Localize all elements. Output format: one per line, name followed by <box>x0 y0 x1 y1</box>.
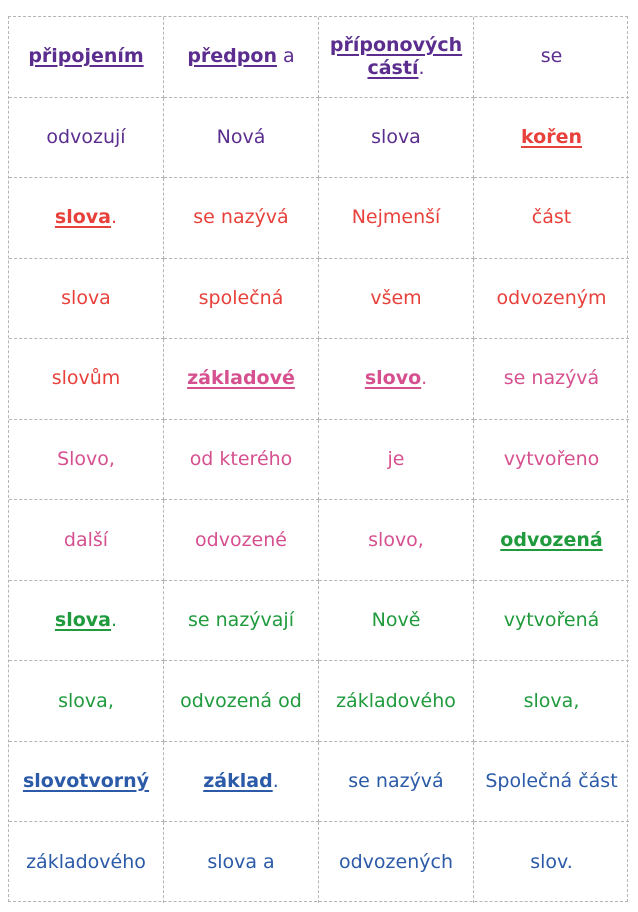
word-card <box>474 742 629 823</box>
word-card <box>9 98 164 179</box>
word-card-plain-text: slovo, <box>368 528 424 551</box>
word-card <box>474 259 629 340</box>
word-card-text <box>217 126 266 149</box>
word-card-text <box>61 287 111 310</box>
word-card <box>9 420 164 501</box>
word-card <box>164 581 319 662</box>
word-card-text <box>203 770 279 793</box>
word-card <box>319 98 474 179</box>
word-card <box>474 98 629 179</box>
word-card-plain-text: . <box>111 609 118 632</box>
word-card-text <box>336 690 456 713</box>
word-card-key-term: odvozená <box>500 528 603 551</box>
word-card-text <box>180 690 302 713</box>
word-card <box>9 661 164 742</box>
word-card <box>319 500 474 581</box>
word-card-text <box>330 34 462 80</box>
word-card-text <box>187 45 294 68</box>
word-card <box>9 742 164 823</box>
word-card-plain-text: odvozeným <box>496 286 607 309</box>
word-card-plain-text: odvozené <box>195 528 287 551</box>
word-card-key-term: základ <box>203 770 273 793</box>
word-card-plain-text: slova, <box>523 689 580 712</box>
word-card-text <box>23 770 149 793</box>
word-card-text <box>28 45 143 68</box>
word-card <box>9 581 164 662</box>
word-card <box>474 822 629 903</box>
word-card-text <box>485 770 617 793</box>
word-card <box>474 420 629 501</box>
word-card <box>474 178 629 259</box>
word-card-text <box>199 287 284 310</box>
word-card <box>319 17 474 98</box>
word-card-text <box>365 367 427 390</box>
word-card-plain-text: se nazývá <box>193 206 289 229</box>
word-card <box>474 661 629 742</box>
word-card <box>474 17 629 98</box>
word-card-sheet <box>8 16 628 902</box>
word-card-text <box>496 287 606 310</box>
word-card-plain-text: Slovo, <box>57 448 115 471</box>
word-card <box>9 178 164 259</box>
word-card-plain-text: základového <box>26 851 146 874</box>
word-card <box>164 742 319 823</box>
word-card-text <box>524 690 580 713</box>
word-card-key-term: slovotvorný <box>22 770 150 793</box>
word-card <box>164 259 319 340</box>
word-card-plain-text: část <box>531 206 572 229</box>
word-card-text <box>532 206 571 229</box>
word-card-text <box>339 851 453 874</box>
word-card-key-term: příponových cástí <box>329 33 463 79</box>
word-card-plain-text: odvozených <box>339 851 453 874</box>
word-card <box>319 178 474 259</box>
word-card-plain-text: vytvořená <box>503 609 600 632</box>
word-card-text <box>504 367 599 390</box>
word-card-plain-text: vytvořeno <box>503 448 600 471</box>
word-card-text <box>521 126 582 149</box>
word-card <box>164 420 319 501</box>
word-card-plain-text: . <box>111 206 118 229</box>
word-card <box>9 339 164 420</box>
word-card-text <box>26 851 146 874</box>
word-card-plain-text: se <box>540 45 563 68</box>
word-card-text <box>190 448 293 471</box>
word-card-key-term: slova <box>54 609 112 632</box>
word-card-plain-text: odvozená od <box>180 689 302 712</box>
word-card-plain-text: od kterého <box>189 448 293 471</box>
word-card-text <box>187 367 295 390</box>
word-card-plain-text: všem <box>370 286 422 309</box>
word-card <box>164 339 319 420</box>
word-card <box>9 822 164 903</box>
word-card-plain-text: slova a <box>207 851 275 874</box>
word-card <box>164 822 319 903</box>
word-card-text <box>64 529 108 552</box>
word-card <box>319 742 474 823</box>
word-card <box>164 178 319 259</box>
word-card-plain-text: slova <box>371 125 421 148</box>
word-card-text <box>52 367 121 390</box>
word-card-plain-text: základového <box>336 689 456 712</box>
word-card <box>319 339 474 420</box>
word-card-text <box>348 770 443 793</box>
word-card-text <box>388 448 405 471</box>
word-card <box>474 581 629 662</box>
word-card <box>319 822 474 903</box>
word-card-text <box>195 529 287 552</box>
word-card-plain-text: . <box>272 770 279 793</box>
word-card-plain-text: další <box>63 528 109 551</box>
word-card-plain-text: se nazývají <box>188 609 294 632</box>
word-card-plain-text: slova <box>61 286 111 309</box>
word-card-text <box>372 609 421 632</box>
word-card <box>474 500 629 581</box>
word-card-plain-text: a <box>276 45 295 68</box>
word-card-text <box>46 126 125 149</box>
word-card-text <box>55 609 117 632</box>
word-card-plain-text: slov. <box>530 851 573 874</box>
word-card-plain-text: Společná část <box>485 770 618 793</box>
word-card <box>319 581 474 662</box>
word-card <box>164 500 319 581</box>
word-card <box>164 17 319 98</box>
word-card-plain-text: odvozují <box>46 125 126 148</box>
word-card-text <box>58 690 114 713</box>
word-card-plain-text: se nazývá <box>503 367 600 390</box>
word-card <box>474 339 629 420</box>
word-card-plain-text: slovům <box>51 367 121 390</box>
word-card-plain-text: se nazývá <box>348 770 444 793</box>
word-card-text <box>530 851 573 874</box>
word-card-text <box>370 287 421 310</box>
word-card-plain-text: . <box>421 367 428 390</box>
word-card-key-term: připojením <box>28 45 144 68</box>
word-card <box>164 98 319 179</box>
word-card-text <box>207 851 274 874</box>
word-card <box>319 259 474 340</box>
word-card <box>164 661 319 742</box>
word-card-text <box>57 448 115 471</box>
word-card-plain-text: Nově <box>371 609 421 632</box>
word-card-plain-text: slova, <box>58 689 114 712</box>
word-card-plain-text: Nejmenší <box>351 206 441 229</box>
word-card-key-term: kořen <box>521 125 582 148</box>
word-card-text <box>371 126 421 149</box>
word-card-text <box>188 609 294 632</box>
word-card-key-term: základové <box>187 367 295 390</box>
word-card <box>9 17 164 98</box>
word-card-key-term: předpon <box>187 45 277 68</box>
word-card-text <box>193 206 288 229</box>
word-card-text <box>352 206 441 229</box>
word-card-plain-text: je <box>387 448 405 471</box>
word-card-text <box>541 45 563 68</box>
word-card-plain-text: . <box>418 56 425 79</box>
word-card-text <box>504 448 600 471</box>
word-card <box>9 500 164 581</box>
word-card-text <box>368 529 424 552</box>
word-card-text <box>55 206 117 229</box>
word-card-text <box>504 609 600 632</box>
word-card-key-term: slova <box>54 206 112 229</box>
word-card-plain-text: Nová <box>216 125 266 148</box>
word-card <box>319 661 474 742</box>
word-card-plain-text: společná <box>198 286 284 309</box>
word-card <box>319 420 474 501</box>
word-card <box>9 259 164 340</box>
word-card-key-term: slovo <box>364 367 422 390</box>
word-card-text <box>500 529 602 552</box>
